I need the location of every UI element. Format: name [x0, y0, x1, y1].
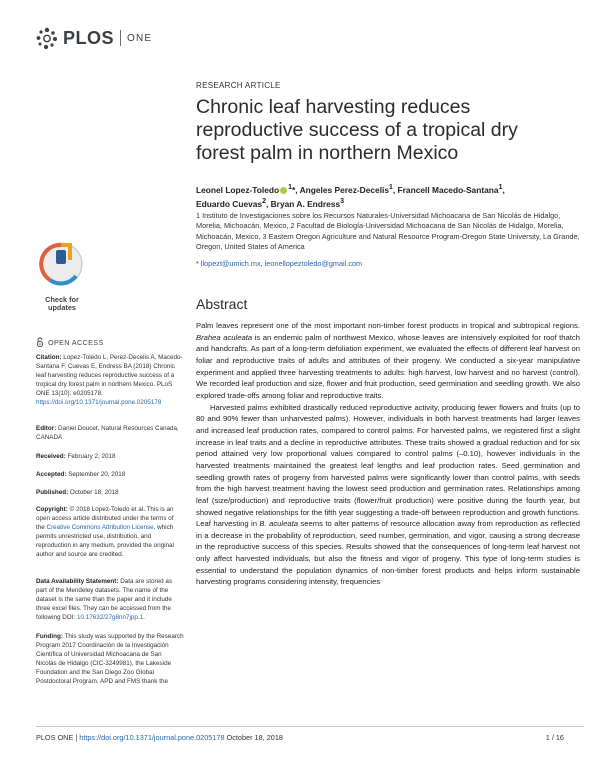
- editor-text: Daniel Doucet, Natural Resources Canada, CANADA: [36, 425, 179, 442]
- funding-label: Funding:: [36, 633, 63, 640]
- open-access-badge: [36, 337, 104, 347]
- check-updates-line2: updates: [48, 303, 76, 312]
- email-link[interactable]: leonellopeztoledo@gmail.com: [264, 259, 363, 268]
- journal-name: ONE: [127, 32, 153, 44]
- copyright-block: [36, 505, 184, 560]
- page-number: 1 / 16: [545, 733, 564, 742]
- corresponding-marker: *: [292, 184, 296, 195]
- author-name[interactable]: , Angeles Perez-Decelis: [295, 184, 390, 195]
- check-updates-line1: Check for: [45, 295, 79, 304]
- open-access-lock-icon: [36, 337, 44, 347]
- author-name[interactable]: Eduardo Cuevas: [196, 198, 263, 209]
- funding-text: This study was supported by the Research Program 2017 Coordinación de la Investigación Científica of Universidad Michoacana de San Nicolás de Hidalgo (CIC-3249981), the Lakeside Foundation and the San Diego Zoo Global Postdoctoral Program. APD and FMS thank the: [36, 633, 184, 686]
- footer-doi-link[interactable]: https://doi.org/10.1371/journal.pone.0205178: [79, 733, 225, 742]
- citation-text: Lopez-Toledo L, Perez-Decelis A, Macedo-Santana F, Cuevas E, Endress BA (2018) Chronic leaf harvesting reduces reproductive success of a tropical dry forest palm in northern Mexico. PLoS ONE 13(10): e0205178.: [36, 354, 183, 398]
- funding-block: [36, 632, 184, 687]
- data-availability-block: [36, 577, 184, 622]
- affiliations: 1 Instituto de Investigaciones sobre los Recursos Naturales-Universidad Michoacana de San Nicolás de Hidalgo, Morelia, Michoacán, Mexico, 2 Facultad de Biología-Universidad Michoacana de San Nicolás de Hidalgo, Morelia, Michoacán, Mexico, 3 Eastern Oregon Agriculture and Natural Resource Program-Oregon State University, La Grande, Oregon, United States of America: [196, 211, 580, 251]
- affiliation-marker: 2: [262, 197, 266, 205]
- footer-journal: PLOS ONE |: [36, 733, 80, 742]
- received-block: [36, 452, 184, 461]
- license-link[interactable]: Creative Commons Attribution License: [46, 524, 154, 532]
- citation-label: Citation:: [36, 354, 62, 361]
- footer-divider: [36, 726, 584, 727]
- orcid-icon[interactable]: [280, 187, 287, 194]
- editor-label: Editor:: [36, 425, 57, 432]
- footer-date: October 18, 2018: [224, 733, 283, 742]
- email-separator: ,: [260, 259, 265, 268]
- footer-citation: [36, 733, 283, 742]
- accepted-label: Accepted:: [36, 471, 67, 478]
- affiliation-marker: 1: [498, 184, 503, 191]
- citation-doi-link[interactable]: https://doi.org/10.1371/journal.pone.0205178: [36, 399, 162, 407]
- abstract-heading: Abstract: [196, 296, 248, 312]
- author-name[interactable]: Leonel Lopez-Toledo: [196, 184, 280, 195]
- data-availability-label: Data Availability Statement:: [36, 578, 119, 585]
- article-type: RESEARCH ARTICLE: [196, 81, 281, 90]
- abstract-body: [196, 320, 580, 588]
- open-access-label: OPEN ACCESS: [48, 337, 104, 347]
- copyright-text-end: , which permits unrestricted use, distribution, and reproduction in any medium, provided the original author and source are credited.: [36, 524, 174, 559]
- published-block: [36, 488, 184, 497]
- published-label: Published:: [36, 489, 69, 496]
- citation-block: [36, 353, 184, 408]
- affiliation-marker: 1: [389, 184, 393, 191]
- data-availability-end: .: [143, 614, 145, 622]
- brand-name: PLOS: [63, 27, 115, 48]
- article-title: Chronic leaf harvesting reduces reproductive success of a tropical dry forest palm in northern Mexico: [196, 96, 518, 164]
- received-label: Received:: [36, 453, 66, 460]
- copyright-label: Copyright:: [36, 506, 68, 513]
- email-link[interactable]: llopezt@umich.mx: [200, 259, 261, 268]
- affiliation-marker: 1: [288, 184, 293, 191]
- data-availability-text: Data are stored as part of the Mendeley datasets. The name of the dataset is the same than the paper and it include three excel files. They can be accessed from the following DOI:: [36, 578, 173, 622]
- author-separator: ,: [502, 184, 505, 195]
- dataset-doi-link[interactable]: 10.17632/27g8nn7jpp.1: [76, 614, 144, 622]
- published-date: October 18, 2018: [68, 489, 119, 496]
- logo-divider: [120, 30, 121, 46]
- contact-emails: [196, 259, 576, 268]
- author-name[interactable]: , Francell Macedo-Santana: [392, 184, 499, 195]
- editor-block: [36, 424, 184, 442]
- affiliation-marker: 3: [340, 197, 345, 205]
- check-for-updates-icon[interactable]: [36, 236, 86, 294]
- received-date: February 2, 2018: [65, 453, 116, 460]
- species-name: B. aculeata: [259, 519, 298, 529]
- abstract-paragraph: Harvested palms exhibited drastically reduced reproductive activity, producing fewer flowers and fruits (up to 80 and 90% fewer than unharvested palms). However, individuals in both harvest treatments had larger leaves and increased leaf production rates, compared to control palms. For harvested palms, we registered first a slight increase in leaf traits and a decline in reproductive attributes. These traits showed a gradual reduction and for six period attained very low proportional values compared to control palms (–0.10), however individuals in the harvested treatments maintained the greatest leaf lengths and leaf production rates. Seed germination and seedling growth rates of progeny from harvested palms were significantly lower than control palms, with seeds from the high harvest treatment having the lowest seed production and germination rates. Relationships among leaf (size/production) and reproductive traits (flower/fruit production) were positive during the fourth year, but showed negative relationships for the fifth year suggesting a trade-off between reproduction and growth functions. Leaf harvesting in B. aculeata seems to alter patterns of resource allocation away from reproduction as reflected in a decrease in the probability of reproduction, seed number, germination, and vigor, causing a strong decrease in the reproductive success of this species. Results showed that the consequences of long-term leaf harvest not only affect harvested individuals, but also the fitness and vigor of progeny. This type of long-term studies is essential to understand the population dynamics of non-timber forest products and helps inform sustainable harvesting programs considering intensity, frequencies: [196, 402, 580, 587]
- copyright-text: © 2018 Lopez-Toledo et al. This is an open access article distributed under the terms of the: [36, 506, 174, 532]
- species-name: Brahea aculeata: [196, 332, 253, 342]
- author-name[interactable]: , Bryan A. Endress: [265, 198, 341, 209]
- plos-logo-icon: [35, 26, 59, 50]
- abstract-paragraph: Palm leaves represent one of the most important non-timber forest products in tropical and subtropical regions. Brahea aculeata is an endemic palm of northwest Mexico, whose leaves are intensively exploited for roof thatch and handcrafts. As part of a long-term defoliation experiment, we evaluated the effects of different leaf harvest on foliar and reproductive traits of adults and attributes of their progeny. We conducted a six-year manipulative experiment and applied three harvesting treatments to adults: high harvest, low harvest and no harvest (control). We recorded leaf production and size, flower and fruit production, seed germination and seedling growth. We also explored trade-offs among foliar and reproductive traits.: [196, 321, 580, 400]
- accepted-date: September 20, 2018: [66, 471, 126, 478]
- accepted-block: [36, 470, 184, 479]
- journal-logo: [35, 26, 165, 50]
- author-list: [196, 182, 576, 210]
- check-for-updates-label[interactable]: [36, 296, 88, 312]
- corresponding-star: *: [196, 259, 201, 268]
